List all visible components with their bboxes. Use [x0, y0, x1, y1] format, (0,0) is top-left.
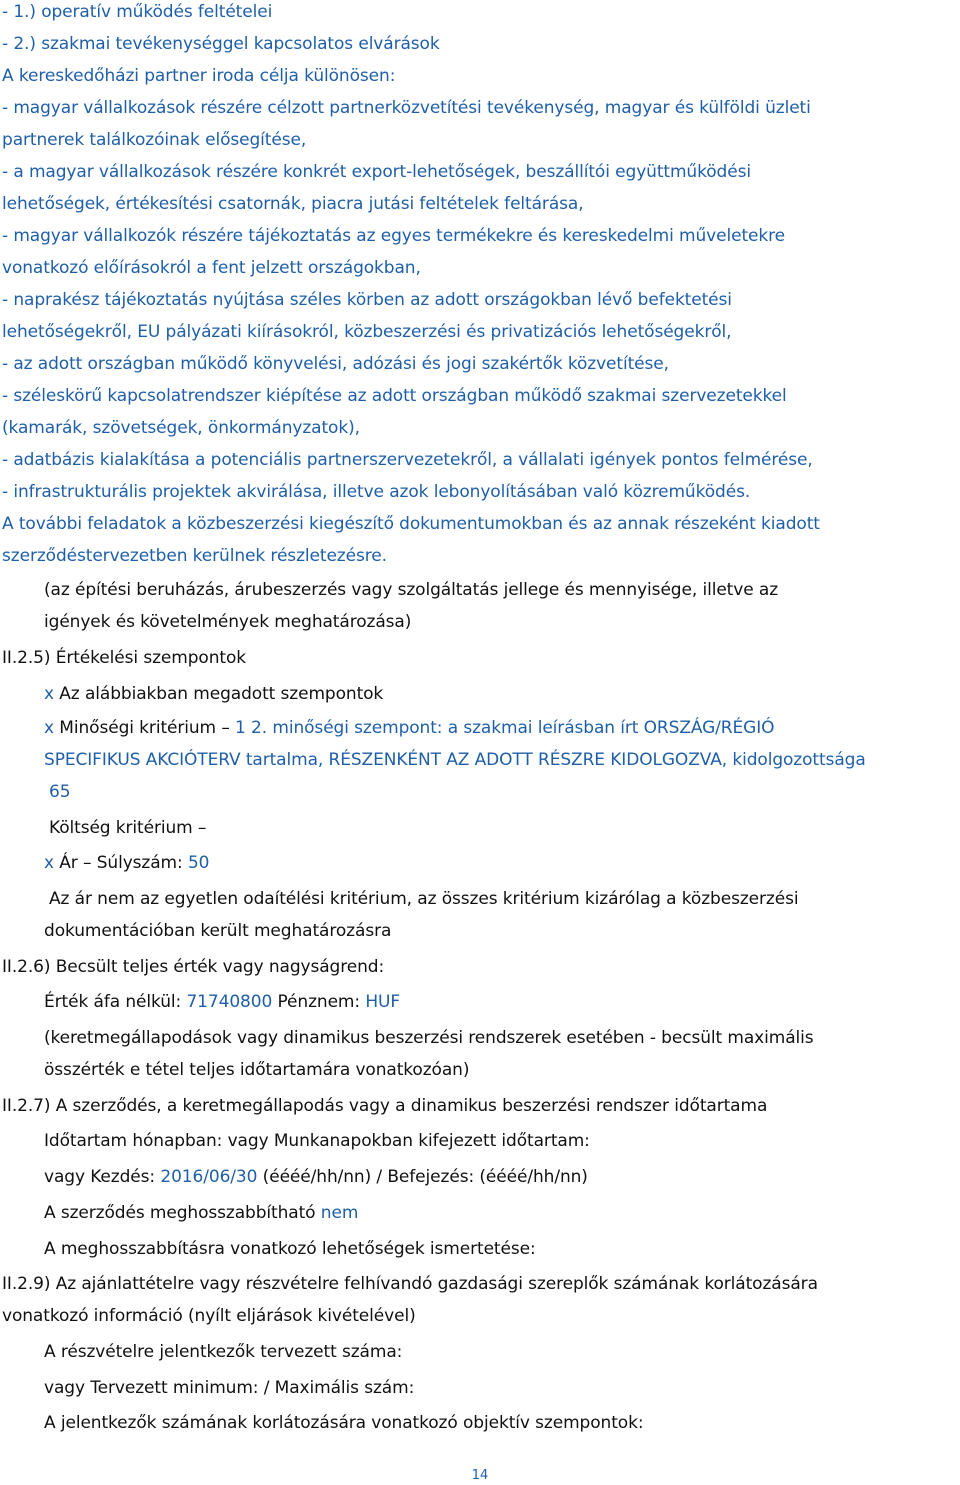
section-229-heading-line-2: vonatkozó információ (nyílt eljárások kivételével) — [2, 1306, 416, 1326]
price-criterion-label: Ár – Súlyszám: — [59, 853, 183, 873]
task-line-4: - magyar vállalkozások részére célzott partnerközvetítési tevékenység, magyar és külföldi üzleti — [2, 98, 811, 118]
value-amount: 71740800 — [186, 992, 273, 1012]
task-line-15: - adatbázis kialakítása a potenciális partnerszervezetekről, a vállalati igények pontos felmérése, — [2, 450, 813, 470]
section-225-heading: II.2.5) Értékelési szempontok — [2, 648, 246, 668]
quality-criterion-value-cont: SPECIFIKUS AKCIÓTERV tartalma, RÉSZENKÉNT AZ ADOTT RÉSZRE KIDOLGOZVA, kidolgozottsága — [44, 750, 866, 770]
limitation-criteria: A jelentkezők számának korlátozására vonatkozó objektív szempontok: — [44, 1413, 644, 1433]
task-line-13: - széleskörű kapcsolatrendszer kiépítése az adott országban működő szakmai szervezetekkel — [2, 386, 787, 406]
extension-description: A meghosszabbításra vonatkozó lehetőségek ismertetése: — [44, 1239, 536, 1259]
extension-row — [44, 1203, 358, 1223]
quality-criterion-row — [44, 718, 774, 738]
task-line-11: lehetőségekről, EU pályázati kiírásokról, közbeszerzési és privatizációs lehetőségekről, — [2, 322, 732, 342]
task-line-6: - a magyar vállalkozások részére konkrét export-lehetőségek, beszállítói együttműködési — [2, 162, 751, 182]
quality-criterion-weight: 65 — [49, 782, 71, 802]
estimated-value-row — [44, 992, 400, 1012]
criteria-below-label: Az alábbiakban megadott szempontok — [59, 684, 384, 704]
task-line-9: vonatkozó előírásokról a fent jelzett országokban, — [2, 258, 421, 278]
extension-value: nem — [320, 1203, 359, 1223]
checkbox-mark: x — [44, 853, 54, 873]
checkbox-mark: x — [44, 684, 54, 704]
task-line-10: - naprakész tájékoztatás nyújtása széles körben az adott országokban lévő befektetési — [2, 290, 732, 310]
page-number: 14 — [471, 1468, 489, 1483]
criteria-below-row — [44, 684, 383, 704]
task-line-3: A kereskedőházi partner iroda célja különösen: — [2, 66, 396, 86]
planned-participants: A részvételre jelentkezők tervezett száma: — [44, 1342, 403, 1362]
price-note-line-1: Az ár nem az egyetlen odaítélési kritérium, az összes kritérium kizárólag a közbeszerzési — [49, 889, 799, 909]
price-note-line-2: dokumentációban került meghatározásra — [44, 921, 392, 941]
start-label: vagy Kezdés: — [44, 1167, 156, 1187]
date-format-end: (éééé/hh/nn) / Befejezés: (éééé/hh/nn) — [262, 1167, 588, 1187]
task-line-2: - 2.) szakmai tevékenységgel kapcsolatos elvárások — [2, 34, 440, 54]
task-line-16: - infrastrukturális projektek akvirálása, illetve azok lebonyolításában való közreműködés. — [2, 482, 751, 502]
scope-note-line-1: (az építési beruházás, árubeszerzés vagy szolgáltatás jellege és mennyisége, illetve az — [44, 580, 779, 600]
section-229-heading-line-1: II.2.9) Az ajánlattételre vagy részvételre felhívandó gazdasági szereplők számának korlátozására — [2, 1274, 818, 1294]
quality-criterion-value: 1 2. minőségi szempont: a szakmai leírásban írt ORSZÁG/RÉGIÓ — [235, 718, 775, 738]
price-criterion-weight: 50 — [187, 853, 210, 873]
price-criterion-row — [44, 853, 209, 873]
duration-line: Időtartam hónapban: vagy Munkanapokban kifejezett időtartam: — [44, 1131, 590, 1151]
checkbox-mark: x — [44, 718, 54, 738]
start-date-row — [44, 1167, 588, 1187]
currency-label: Pénznem: — [277, 992, 361, 1012]
cost-criterion-label: Költség kritérium – — [49, 818, 207, 838]
task-line-14: (kamarák, szövetségek, önkormányzatok), — [2, 418, 360, 438]
task-line-18: szerződéstervezetben kerülnek részletezésre. — [2, 546, 387, 566]
scope-note-line-2: igények és követelmények meghatározása) — [44, 612, 412, 632]
task-line-8: - magyar vállalkozók részére tájékoztatás az egyes termékekre és kereskedelmi műveletekre — [2, 226, 786, 246]
section-226-heading: II.2.6) Becsült teljes érték vagy nagyságrend: — [2, 957, 385, 977]
section-227-heading: II.2.7) A szerződés, a keretmegállapodás vagy a dinamikus beszerzési rendszer időtartama — [2, 1096, 768, 1116]
value-note-line-2: összérték e tétel teljes időtartamára vonatkozóan) — [44, 1060, 470, 1080]
value-note-line-1: (keretmegállapodások vagy dinamikus beszerzési rendszerek esetében - becsült maximális — [44, 1028, 814, 1048]
start-date: 2016/06/30 — [160, 1167, 258, 1187]
task-line-17: A további feladatok a közbeszerzési kiegészítő dokumentumokban és az annak részeként kiadott — [2, 514, 820, 534]
quality-criterion-label: Minőségi kritérium – — [59, 718, 230, 738]
task-line-7: lehetőségek, értékesítési csatornák, piacra jutási feltételek feltárása, — [2, 194, 584, 214]
currency-value: HUF — [365, 992, 401, 1012]
task-line-1: - 1.) operatív működés feltételei — [2, 2, 273, 22]
extension-label: A szerződés meghosszabbítható — [44, 1203, 316, 1223]
value-label: Érték áfa nélkül: — [44, 992, 182, 1012]
task-line-12: - az adott országban működő könyvelési, adózási és jogi szakértők közvetítése, — [2, 354, 669, 374]
task-line-5: partnerek találkozóinak elősegítése, — [2, 130, 307, 150]
min-max-participants: vagy Tervezett minimum: / Maximális szám: — [44, 1378, 415, 1398]
